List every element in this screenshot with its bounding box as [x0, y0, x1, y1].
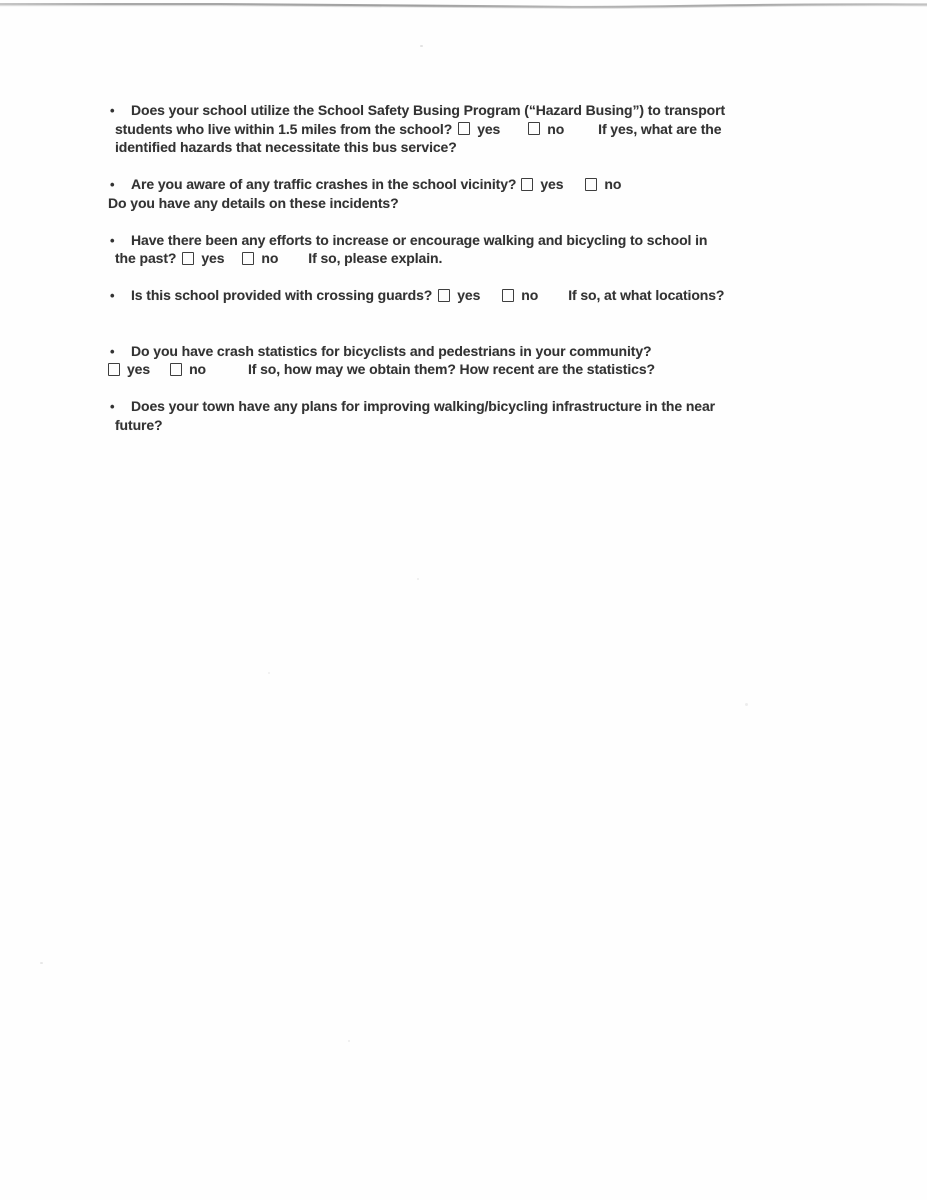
checkbox-no[interactable] — [528, 122, 540, 135]
question-line — [115, 120, 878, 139]
checkbox-label: no — [521, 287, 539, 303]
question-item — [108, 101, 878, 157]
checkbox-label: no — [547, 120, 565, 137]
question-line — [108, 194, 878, 213]
checkbox-label: no — [604, 176, 622, 192]
question-text: Does your school utilize the School Safety Busing Program (“Hazard Busing”) to transport — [131, 102, 726, 118]
scan-speck — [268, 672, 270, 674]
checkbox-label: no — [189, 361, 206, 377]
question-item — [108, 342, 878, 379]
question-text: If so, at what locations? — [568, 287, 725, 303]
question-text: If so, how may we obtain them? How recent are the statistics? — [247, 361, 655, 377]
checkbox-label: yes — [201, 250, 225, 266]
checkbox-yes[interactable] — [458, 122, 470, 135]
checkbox-label: yes — [457, 287, 481, 303]
question-text: Have there been any efforts to increase or encourage walking and bicycling to school in — [131, 231, 708, 248]
question-line — [115, 416, 878, 435]
question-line — [108, 286, 878, 305]
spacer — [206, 373, 248, 374]
question-line — [108, 101, 878, 120]
question-item — [108, 231, 878, 268]
scan-artifact-line — [0, 0, 927, 14]
checkbox-yes[interactable] — [521, 178, 533, 191]
question-line — [108, 360, 878, 379]
spacer — [224, 262, 242, 263]
checkbox-yes[interactable] — [182, 252, 194, 265]
checkbox-no[interactable] — [242, 252, 254, 265]
spacer — [480, 299, 502, 300]
scan-speck — [420, 45, 423, 47]
question-text: Do you have any details on these incidents? — [108, 194, 399, 211]
question-line — [108, 231, 878, 250]
checkbox-label: yes — [477, 120, 501, 137]
question-text: Do you have crash statistics for bicyclists and pedestrians in your community? — [131, 342, 652, 359]
question-line — [115, 138, 878, 157]
spacer — [500, 133, 528, 134]
bullet-icon: • — [110, 177, 115, 192]
question-item — [108, 286, 878, 305]
question-list — [108, 101, 878, 453]
spacer — [278, 262, 308, 263]
question-item — [108, 397, 878, 434]
checkbox-label: yes — [127, 361, 151, 377]
question-text: Are you aware of any traffic crashes in the school vicinity? — [131, 176, 517, 192]
bullet-icon: • — [110, 343, 115, 359]
question-text: future? — [115, 416, 163, 433]
question-text: identified hazards that necessitate this bus service? — [115, 139, 457, 155]
spacer — [150, 373, 170, 374]
question-line — [108, 175, 878, 194]
checkbox-no[interactable] — [170, 363, 182, 376]
bullet-icon: • — [110, 103, 115, 118]
question-line — [108, 342, 878, 361]
question-text: the past? — [115, 250, 177, 266]
question-text: If yes, what are the — [598, 120, 722, 137]
checkbox-label: yes — [540, 176, 564, 192]
scan-speck — [348, 1040, 350, 1042]
scan-speck — [745, 703, 748, 706]
scan-speck — [417, 578, 419, 580]
question-line — [108, 397, 878, 416]
question-text: Is this school provided with crossing guards? — [131, 287, 433, 303]
bullet-icon: • — [110, 232, 115, 248]
spacer — [563, 188, 585, 189]
scan-speck — [40, 962, 43, 964]
question-line — [115, 249, 878, 268]
question-text: students who live within 1.5 miles from the school? — [115, 120, 453, 137]
checkbox-no[interactable] — [585, 178, 597, 191]
question-text: If so, please explain. — [308, 250, 443, 266]
checkbox-no[interactable] — [502, 289, 514, 302]
question-item — [108, 175, 878, 212]
spacer — [564, 133, 598, 134]
bullet-icon: • — [110, 288, 115, 303]
bullet-icon: • — [110, 399, 115, 414]
checkbox-yes[interactable] — [438, 289, 450, 302]
spacer — [538, 299, 568, 300]
checkbox-label: no — [261, 250, 279, 266]
question-text: Does your town have any plans for improving walking/bicycling infrastructure in the near — [131, 398, 715, 414]
checkbox-yes[interactable] — [108, 363, 120, 376]
